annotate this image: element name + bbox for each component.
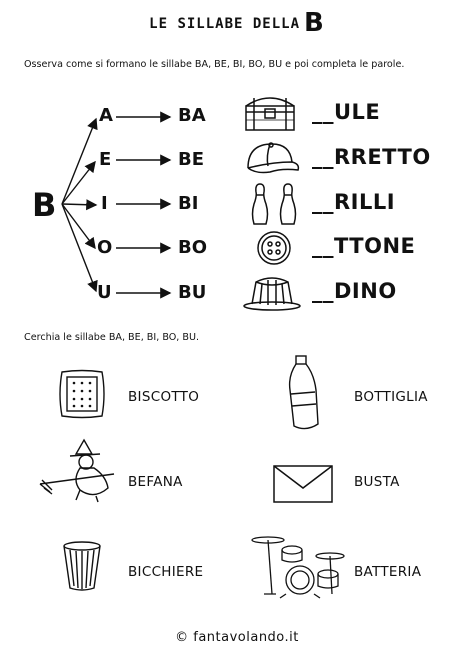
word-bottone: __TTONE <box>312 234 416 258</box>
vowel-i: I <box>101 193 108 214</box>
vowel-e: E <box>99 149 112 170</box>
chest-icon <box>242 92 298 132</box>
syllable-bi: BI <box>178 193 199 214</box>
bottle-icon <box>284 354 324 434</box>
vowel-o: O <box>97 237 113 258</box>
word-bicchiere: BICCHIERE <box>128 564 204 580</box>
syllable-be: BE <box>178 149 205 170</box>
footer-credit: © fantavolando.it <box>175 630 299 645</box>
syllable-ba: BA <box>178 105 206 126</box>
word-birilli: __RILLI <box>312 190 396 214</box>
syllable-bu: BU <box>178 282 207 303</box>
word-bottiglia: BOTTIGLIA <box>354 389 428 405</box>
instruction-circle: Cerchia le sillabe BA, BE, BI, BO, BU. <box>24 332 200 343</box>
word-biscotto: BISCOTTO <box>128 389 200 405</box>
word-befana: BEFANA <box>128 474 183 490</box>
vowel-u: U <box>97 282 112 303</box>
pudding-icon <box>240 272 304 312</box>
title-text: LE SILLABE DELLA <box>149 16 301 32</box>
button-icon <box>254 228 294 268</box>
vowel-a: A <box>99 105 113 126</box>
glass-icon <box>60 540 104 594</box>
word-berretto: __RRETTO <box>312 145 431 169</box>
word-batteria: BATTERIA <box>354 564 422 580</box>
word-bauLe: __ULE <box>312 100 381 124</box>
word-busta: BUSTA <box>354 474 400 490</box>
biscuit-icon <box>56 368 108 420</box>
root-letter-b: B <box>32 186 57 224</box>
title-letter: B <box>304 8 325 38</box>
befana-witch-icon <box>36 434 122 504</box>
instruction-complete: Osserva come si formano le sillabe BA, BE, BI, BO, BU e poi completa le parole. <box>24 59 405 70</box>
drum-kit-icon <box>250 530 350 600</box>
word-budino: __DINO <box>312 279 397 303</box>
bowling-pins-icon <box>248 180 302 228</box>
cap-icon <box>242 140 302 176</box>
envelope-icon <box>272 464 334 504</box>
syllable-bo: BO <box>178 237 208 258</box>
